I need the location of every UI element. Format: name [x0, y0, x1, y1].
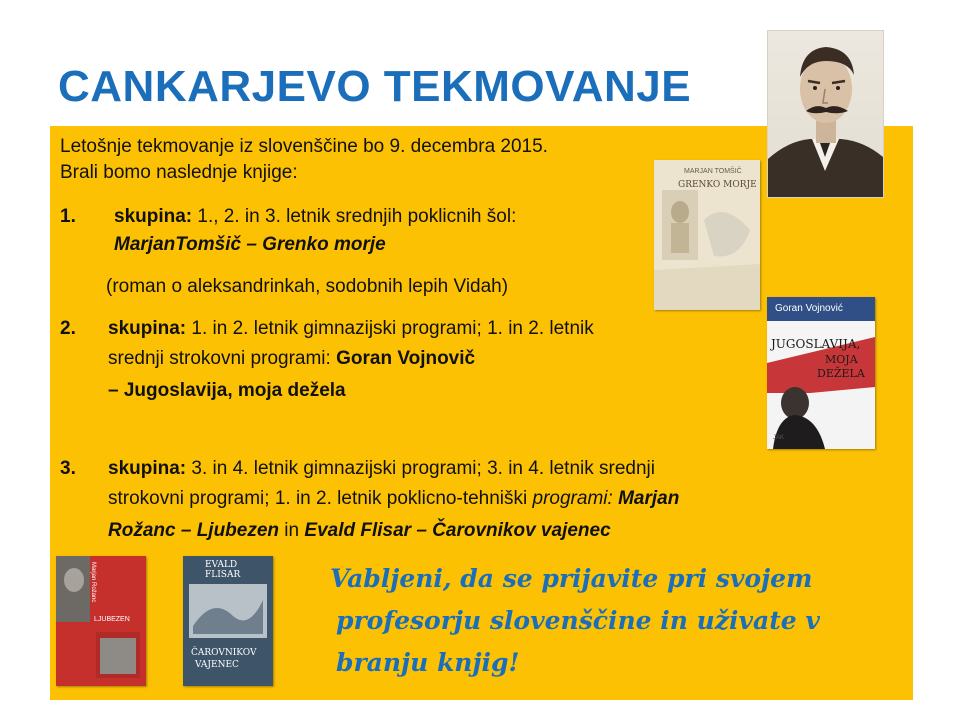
group-3-book-1: Rožanc – Ljubezen	[108, 520, 280, 541]
group-2-audience: 1. in 2. letnik gimnazijski programi; 1. in 2. letnik	[186, 318, 594, 339]
group-3-audience: 3. in 4. letnik gimnazijski programi; 3. in 4. letnik srednji	[186, 458, 655, 479]
group-3-line3	[108, 518, 611, 544]
closing-line-3: branju knjig!	[336, 648, 520, 677]
group-2-label: skupina:	[108, 318, 187, 339]
grenko-cover-author: MARJAN TOMŠIČ	[684, 168, 742, 175]
group-3-book-2: Evald Flisar – Čarovnikov vajenec	[304, 520, 611, 541]
group-3-connector: in	[279, 520, 305, 541]
book-cover-grenko-morje	[654, 160, 760, 310]
jugo-cover-title-2: MOJA	[825, 353, 858, 366]
group-2-line1	[108, 316, 594, 342]
carov-cover-author-2: FLISAR	[205, 570, 241, 580]
cankar-portrait	[767, 30, 884, 198]
jugo-cover-title-1: JUGOSLAVIJA,	[771, 337, 861, 351]
group-1-note: (roman o aleksandrinkah, sodobnih lepih Vidah)	[106, 276, 509, 297]
group-3-audience-cont: strokovni programi; 1. in 2. letnik poklicno-tehniški	[108, 488, 533, 509]
intro-line-date: Letošnje tekmovanje iz slovenščine bo 9. decembra 2015.	[60, 136, 548, 157]
intro-line-books: Brali bomo naslednje knjige:	[60, 162, 298, 183]
closing-line-2: profesorju slovenščine in uživate v	[336, 606, 820, 635]
group-2-author: Goran Vojnovič	[336, 348, 476, 369]
group-3-label: skupina:	[108, 458, 187, 479]
group-1-number: 1.	[60, 206, 76, 227]
carov-cover-title-2: VAJENEC	[195, 660, 239, 670]
group-2-book: – Jugoslavija, moja dežela	[108, 380, 346, 401]
slide-title: CANKARJEVO TEKMOVANJE	[58, 62, 692, 111]
group-3-line1	[108, 456, 655, 482]
closing-line-1: Vabljeni, da se prijavite pri svojem	[330, 564, 813, 593]
book-cover-ljubezen	[56, 556, 146, 686]
ljubezen-cover-author: Marjan Rožanc	[90, 562, 96, 603]
group-2-number: 2.	[60, 318, 76, 339]
closing-invitation	[330, 558, 890, 684]
book-cover-jugoslavija	[767, 297, 875, 449]
jugo-cover-author: Goran Vojnović	[775, 303, 843, 314]
book-cover-carovnikov-vajenec	[183, 556, 273, 686]
group-1-line	[114, 204, 516, 230]
grenko-cover-title: GRENKO MORJE	[678, 180, 757, 190]
group-1-label: skupina:	[114, 206, 193, 227]
group-1-book: MarjanTomšič – Grenko morje	[114, 234, 386, 255]
ljubezen-cover-title: LJUBEZEN	[94, 616, 130, 623]
jugo-cover-publisher: JAK	[773, 435, 785, 441]
group-3-number: 3.	[60, 458, 76, 479]
carov-cover-title-1: ČAROVNIKOV	[191, 648, 257, 658]
group-3-programi: programi:	[532, 488, 619, 509]
group-3-author-first: Marjan	[618, 488, 680, 509]
carov-cover-author-1: EVALD	[205, 560, 238, 570]
group-2-audience-cont: srednji strokovni programi:	[108, 348, 337, 369]
group-1-audience: 1., 2. in 3. letnik srednjih poklicnih šol:	[192, 206, 517, 227]
group-2-line2	[108, 346, 475, 372]
group-3-line2	[108, 486, 679, 512]
jugo-cover-title-3: DEŽELA	[817, 367, 865, 380]
